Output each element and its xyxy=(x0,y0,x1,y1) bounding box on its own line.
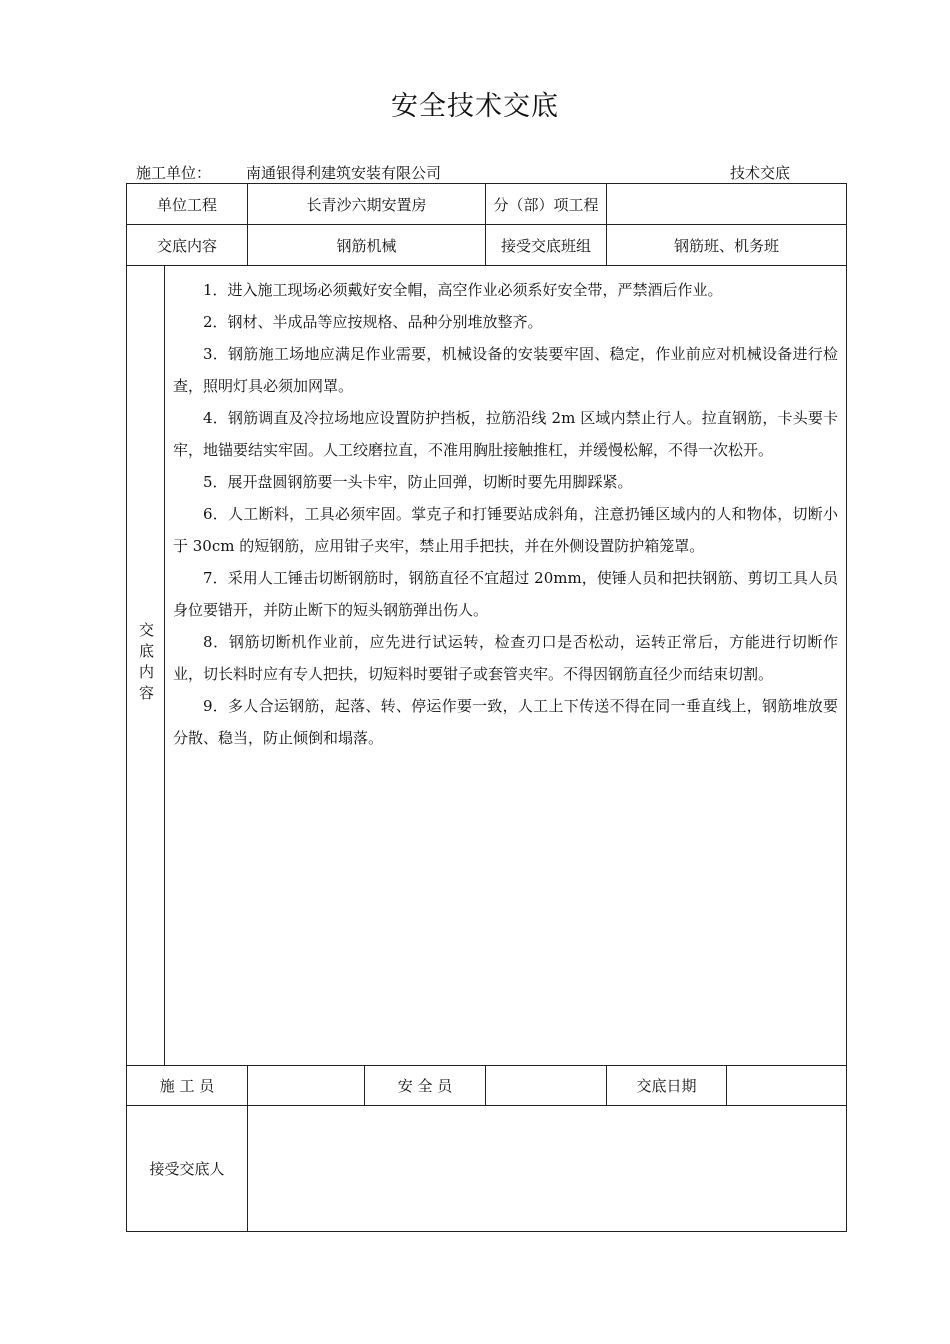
content-item: 5．展开盘圆钢筋要一头卡牢，防止回弹，切断时要先用脚踩紧。 xyxy=(203,473,633,491)
construction-unit-value: 南通银得利建筑安装有限公司 xyxy=(246,164,442,182)
content-type-row xyxy=(127,225,847,266)
content-side-label: 交底内容 xyxy=(127,266,165,1066)
sub-project-value xyxy=(607,184,847,225)
document-type: 技术交底 xyxy=(729,164,790,182)
project-row xyxy=(127,184,847,225)
constructor-value xyxy=(248,1066,365,1106)
unit-project-label: 单位工程 xyxy=(127,184,248,225)
receiver-label: 接受交底人 xyxy=(127,1106,248,1232)
briefing-content-label: 交底内容 xyxy=(127,225,248,266)
signature-row xyxy=(127,1066,847,1106)
receiving-team-value: 钢筋班、机务班 xyxy=(607,225,847,266)
content-item: 8．钢筋切断机作业前，应先进行试运转，检查刃口是否松动，运转正常后，方能进行切断作业，切长料时应有专人把扶，切短料时要钳子或套管夹牢。不得因钢筋直径少而结束切割。 xyxy=(173,633,839,683)
safety-officer-value xyxy=(486,1066,607,1106)
sub-project-label: 分（部）项工程 xyxy=(486,184,607,225)
content-item: 6．人工断料，工具必须牢固。掌克子和打锤要站成斜角，注意扔锤区域内的人和物体，切断小于 30cm 的短钢筋，应用钳子夹牢，禁止用手把扶，并在外侧设置防护箱笼罩。 xyxy=(173,505,839,555)
receiver-value xyxy=(248,1106,847,1232)
briefing-date-value xyxy=(727,1066,847,1106)
construction-unit-label: 施工单位： xyxy=(136,164,212,182)
safety-officer-label: 安 全 员 xyxy=(365,1066,486,1106)
content-item: 4．钢筋调直及冷拉场地应设置防护挡板，拉筋沿线 2m 区域内禁止行人。拉直钢筋，卡头要卡牢，地锚要结实牢固。人工绞磨拉直，不准用胸肚接触推杠，并缓慢松解，不得一次松开。 xyxy=(173,409,839,459)
briefing-date-label: 交底日期 xyxy=(607,1066,727,1106)
receiver-row xyxy=(127,1106,847,1232)
document-meta xyxy=(136,160,790,184)
content-item: 9．多人合运钢筋，起落、转、停运作要一致，人工上下传送不得在同一垂直线上，钢筋堆放要分散、稳当，防止倾倒和塌落。 xyxy=(173,697,839,747)
receiving-team-label: 接受交底班组 xyxy=(486,225,607,266)
document-title: 安全技术交底 xyxy=(391,91,559,122)
briefing-table xyxy=(126,183,847,1232)
content-item: 7．采用人工锤击切断钢筋时，钢筋直径不宜超过 20mm，使锤人员和把扶钢筋、剪切工具人员身位要错开，并防止断下的短头钢筋弹出伤人。 xyxy=(173,569,839,619)
content-item: 1．进入施工现场必须戴好安全帽，高空作业必须系好安全带，严禁酒后作业。 xyxy=(203,281,723,299)
content-item: 2．钢材、半成品等应按规格、品种分别堆放整齐。 xyxy=(203,313,543,331)
content-body xyxy=(165,266,847,1066)
unit-project-value: 长青沙六期安置房 xyxy=(248,184,486,225)
briefing-content-value: 钢筋机械 xyxy=(248,225,486,266)
content-row xyxy=(127,266,847,1066)
constructor-label: 施 工 员 xyxy=(127,1066,248,1106)
content-item: 3．钢筋施工场地应满足作业需要，机械设备的安装要牢固、稳定，作业前应对机械设备进行检查，照明灯具必须加网罩。 xyxy=(173,345,839,395)
